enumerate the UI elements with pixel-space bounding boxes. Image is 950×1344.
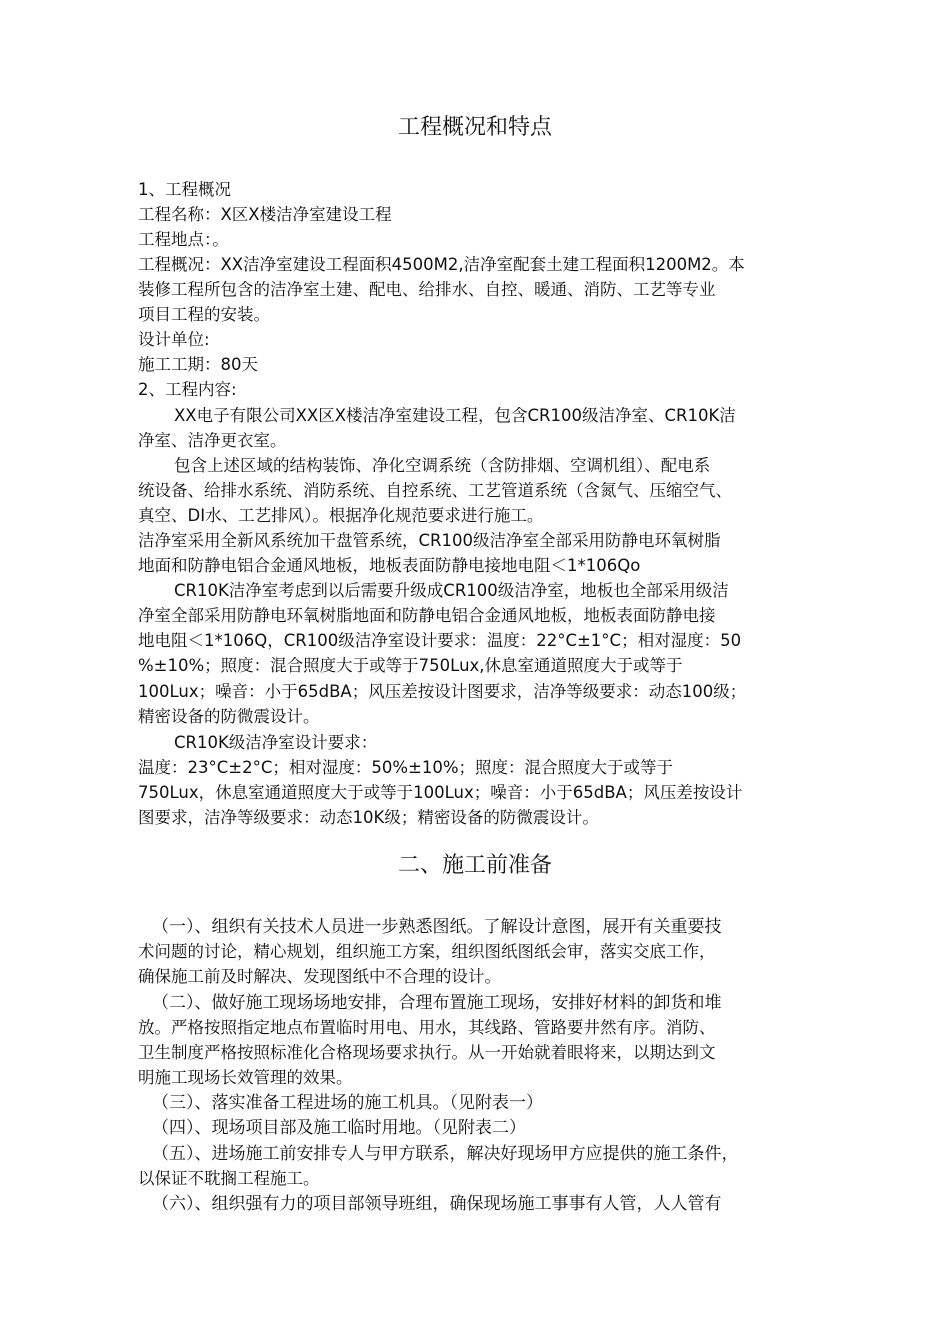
text-line: 以保证不耽搁工程施工。	[138, 1169, 320, 1188]
text-line: 确保施工前及时解决、发现图纸中不合理的设计。	[138, 967, 501, 986]
text-line: 设计单位:	[138, 330, 210, 349]
text-line: 真空、DI水、工艺排风）。根据净化规范要求进行施工。	[138, 506, 544, 525]
text-line: 卫生制度严格按照标准化合格现场要求执行。从一开始就着眼将来，以期达到文	[138, 1043, 716, 1062]
text-line: （六）、组织强有力的项目部领导班组，确保现场施工事事有人管，人人管有	[152, 1194, 722, 1214]
text-line: 地面和防静电铝合金通风地板，地板表面防静电接地电阻＜1*106Qo	[138, 556, 641, 575]
text-line: 工程地点：。	[138, 230, 229, 249]
text-line: 净室全部采用防静电环氧树脂地面和防静电铝合金通风地板，地板表面防静电接	[138, 606, 716, 625]
text-line: 洁净室采用全新风系统加干盘管系统，CR100级洁净室全部采用防静电环氧树脂	[138, 531, 721, 550]
text-line: 图要求，洁净等级要求：动态10K级；精密设备的防微震设计。	[138, 808, 599, 827]
text-line: 项目工程的安装。	[138, 305, 270, 324]
text-line: 明施工现场长效管理的效果。	[138, 1068, 353, 1087]
text-line: 精密设备的防微震设计。	[138, 707, 320, 726]
text-line: CR10K级洁净室设计要求：	[174, 733, 378, 752]
text-line: （四）、现场项目部及施工临时用地。（见附表二）	[152, 1118, 526, 1138]
text-line: 施工工期：80天	[138, 355, 258, 374]
text-line: 术问题的讨论，精心规划，组织施工方案，组织图纸图纸会审，落实交底工作，	[138, 942, 716, 961]
text-line: （一）、组织有关技术人员进一步熟悉图纸。了解设计意图，展开有关重要技	[152, 917, 722, 937]
text-line: XX电子有限公司XX区X楼洁净室建设工程，包含CR100级洁净室、CR10K洁	[174, 406, 736, 425]
text-line: %±10%；照度：混合照度大于或等于750Lux,休息室通道照度大于或等于	[138, 656, 683, 675]
section-heading: 1、工程概况	[138, 180, 231, 199]
section-title: 二、施工前准备	[397, 853, 552, 878]
text-line: 统设备、给排水系统、消防系统、自控系统、工艺管道系统（含氮气、压缩空气、	[138, 481, 732, 500]
text-line: 温度：23°C±2°C；相对湿度：50%±10%；照度：混合照度大于或等于	[138, 758, 674, 777]
page-title: 工程概况和特点	[397, 115, 552, 140]
section-heading: 2、工程内容:	[138, 380, 237, 399]
text-line: 放。严格按照指定地点布置临时用电、用水，其线路、管路要井然有序。消防、	[138, 1018, 716, 1037]
text-line: 包含上述区域的结构装饰、净化空调系统（含防排烟、空调机组）、配电系	[174, 456, 711, 475]
text-line: （五）、进场施工前安排专人与甲方联系，解决好现场甲方应提供的施工条件，	[152, 1144, 739, 1164]
text-line: 750Lux，休息室通道照度大于或等于100Lux；噪音：小于65dBA；风压差按设计	[138, 783, 743, 802]
text-line: 净室、洁净更衣室。	[138, 431, 287, 450]
text-line: 工程名称：X区X楼洁净室建设工程	[138, 205, 392, 224]
text-line: 100Lux；噪音：小于65dBA；风压差按设计图要求，洁净等级要求：动态100级；	[138, 682, 747, 701]
text-line: CR10K洁净室考虑到以后需要升级成CR100级洁净室，地板也全部采用级洁	[174, 581, 729, 600]
text-line: 地电阻＜1*106Q，CR100级洁净室设计要求：温度：22°C±1°C；相对湿度：50	[138, 631, 742, 650]
text-line: （二）、做好施工现场场地安排，合理布置施工现场，安排好材料的卸货和堆	[152, 993, 722, 1013]
text-line: 装修工程所包含的洁净室土建、配电、给排水、自控、暖通、消防、工艺等专业	[138, 280, 716, 299]
text-line: 工程概况：XX洁净室建设工程面积4500M2,洁净室配套土建工程面积1200M2。本	[138, 255, 745, 274]
text-line: （三）、落实准备工程进场的施工机具。（见附表一）	[152, 1093, 543, 1113]
